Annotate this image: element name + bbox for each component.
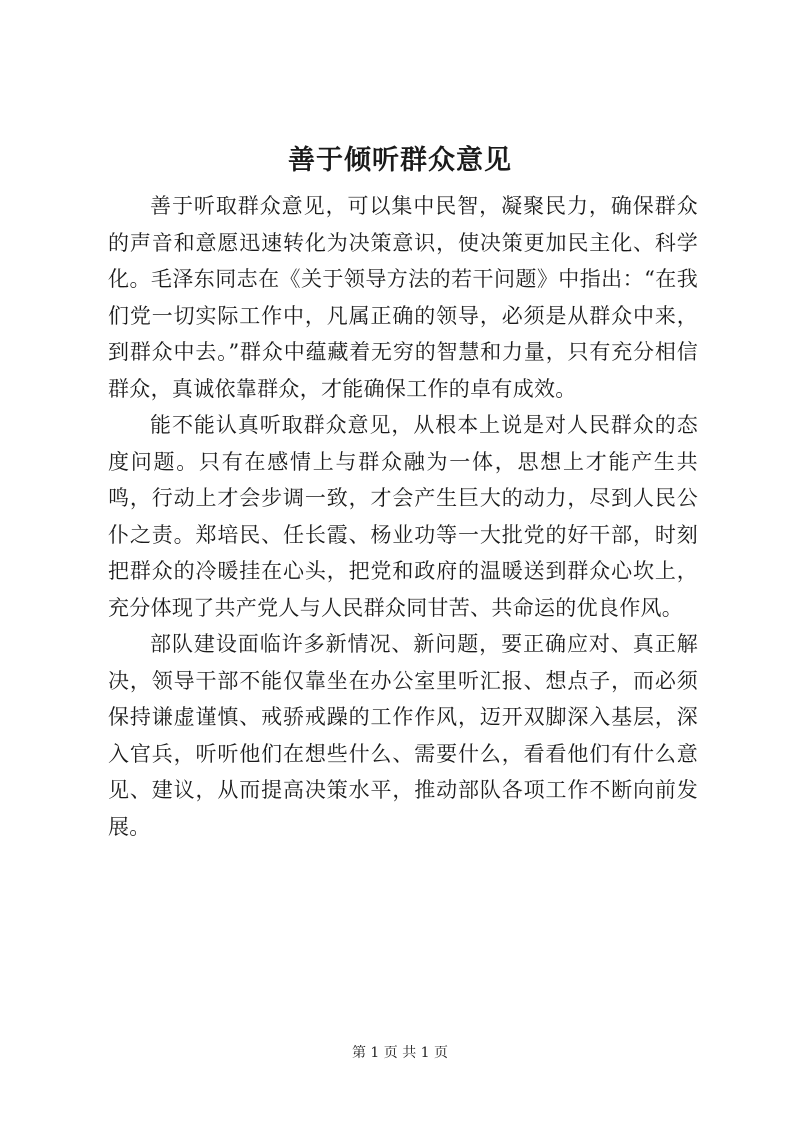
paragraph-2: 能不能认真听取群众意见，从根本上说是对人民群众的态度问题。只有在感情上与群众融为一体，思想上才能产生共鸣，行动上才会步调一致，才会产生巨大的动力，尽到人民公仆之责。郑培民、任长霞、杨业功等一大批党的好干部，时刻把群众的冷暖挂在心头，把党和政府的温暖送到群众心坎上，充分体现了共产党人与人民群众同甘苦、共命运的优良作风。 [108, 413, 698, 620]
page-footer: 第 1 页 共 1 页 [351, 1045, 449, 1061]
paragraph-3: 部队建设面临许多新情况、新问题，要正确应对、真正解决，领导干部不能仅靠坐在办公室里听汇报、想点子，而必须保持谦虚谨慎、戒骄戒躁的工作作风，迈开双脚深入基层，深入官兵，听听他们在想些什么、需要什么，看看他们有什么意见、建议，从而提高决策水平，推动部队各项工作不断向前发展。 [108, 632, 698, 839]
document-title: 善于倾听群众意见 [288, 145, 512, 176]
paragraph-1: 善于听取群众意见，可以集中民智，凝聚民力，确保群众的声音和意愿迅速转化为决策意识，使决策更加民主化、科学化。毛泽东同志在《关于领导方法的若干问题》中指出：“在我们党一切实际工作中，凡属正确的领导，必须是从群众中来，到群众中去。”群众中蕴藏着无穷的智慧和力量，只有充分相信群众，真诚依靠群众，才能确保工作的卓有成效。 [108, 194, 698, 401]
document-body [108, 188, 698, 845]
